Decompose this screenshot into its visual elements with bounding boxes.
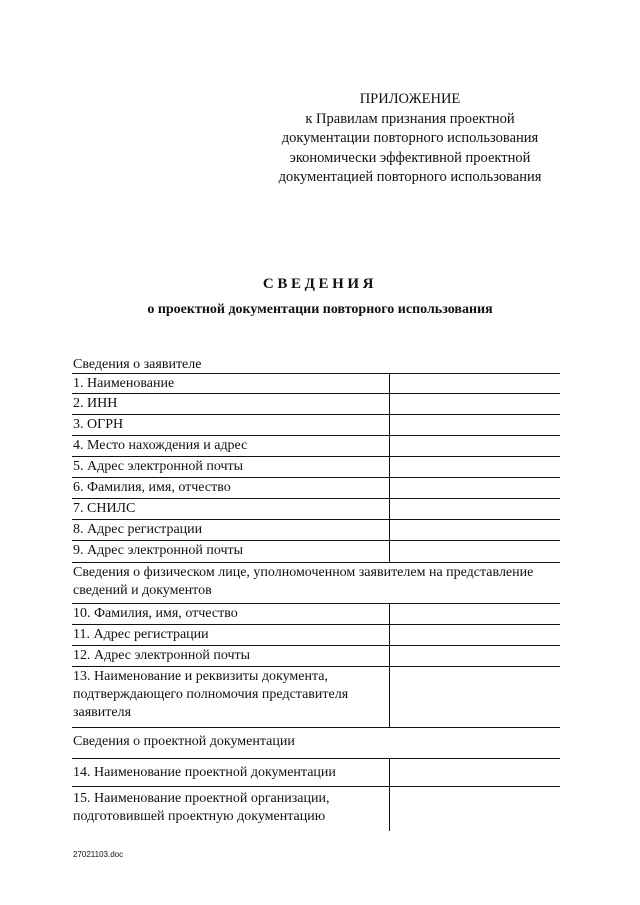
form-row (72, 787, 560, 827)
section-heading-project: Сведения о проектной документации (72, 728, 560, 759)
field-label: 14. Наименование проектной документации (73, 765, 336, 780)
field-label: 9. Адрес электронной почты (73, 543, 244, 558)
form-row (72, 374, 560, 394)
field-value-cell[interactable] (389, 394, 560, 414)
field-value-cell[interactable] (389, 499, 560, 519)
field-label: 1. Наименование (73, 376, 175, 391)
field-value-cell[interactable] (389, 625, 560, 645)
appendix-block (260, 90, 560, 188)
form-row (72, 759, 560, 787)
appendix-line: документацией повторного использования (278, 169, 542, 185)
form-row (72, 478, 560, 499)
field-value-cell[interactable] (389, 374, 560, 393)
section-heading-applicant: Сведения о заявителе (72, 355, 560, 374)
appendix-heading: ПРИЛОЖЕНИЕ (359, 91, 461, 107)
field-value-cell[interactable] (389, 646, 560, 666)
field-label: 3. ОГРН (73, 417, 124, 432)
form-row (72, 436, 560, 457)
document-title: СВЕДЕНИЯ (262, 276, 378, 292)
field-value-cell[interactable] (389, 457, 560, 477)
document-file-id: 27021103.doc (73, 850, 124, 859)
form-row (72, 520, 560, 541)
form-row (72, 604, 560, 625)
field-label: 7. СНИЛС (73, 501, 136, 516)
field-value-cell[interactable] (389, 415, 560, 435)
field-label: 6. Фамилия, имя, отчество (73, 480, 231, 495)
field-value-cell[interactable] (389, 604, 560, 624)
form-row (72, 541, 560, 563)
section-heading-representative: Сведения о физическом лице, уполномоченном заявителем на представление сведений и документов (72, 563, 560, 604)
form-row (72, 646, 560, 667)
field-value-cell[interactable] (389, 787, 560, 831)
appendix-line: документации повторного использования (281, 130, 539, 146)
form-row (72, 499, 560, 520)
appendix-line: к Правилам признания проектной (305, 110, 515, 127)
field-value-cell[interactable] (389, 667, 560, 727)
form-row (72, 625, 560, 646)
field-label: 5. Адрес электронной почты (73, 459, 244, 474)
form-row (72, 667, 560, 728)
field-label: 4. Место нахождения и адрес (73, 438, 248, 453)
field-value-cell[interactable] (389, 436, 560, 456)
field-value-cell[interactable] (389, 759, 560, 786)
form-row (72, 457, 560, 478)
appendix-line: экономически эффективной проектной (289, 149, 531, 166)
field-value-cell[interactable] (389, 520, 560, 540)
field-label: 12. Адрес электронной почты (73, 648, 251, 663)
field-value-cell[interactable] (389, 541, 560, 562)
field-label: 13. Наименование и реквизиты документа, подтверждающего полномочия представителя заявителя (73, 669, 349, 720)
field-label: 8. Адрес регистрации (73, 522, 203, 537)
field-label: 15. Наименование проектной организации, подготовившей проектную документацию (73, 791, 330, 824)
form-row (72, 394, 560, 415)
field-label: 2. ИНН (73, 396, 118, 411)
field-label: 10. Фамилия, имя, отчество (73, 606, 238, 621)
field-value-cell[interactable] (389, 478, 560, 498)
form-table (72, 355, 560, 827)
form-row (72, 415, 560, 436)
document-subtitle: о проектной документации повторного использования (147, 302, 493, 317)
field-label: 11. Адрес регистрации (73, 627, 209, 642)
